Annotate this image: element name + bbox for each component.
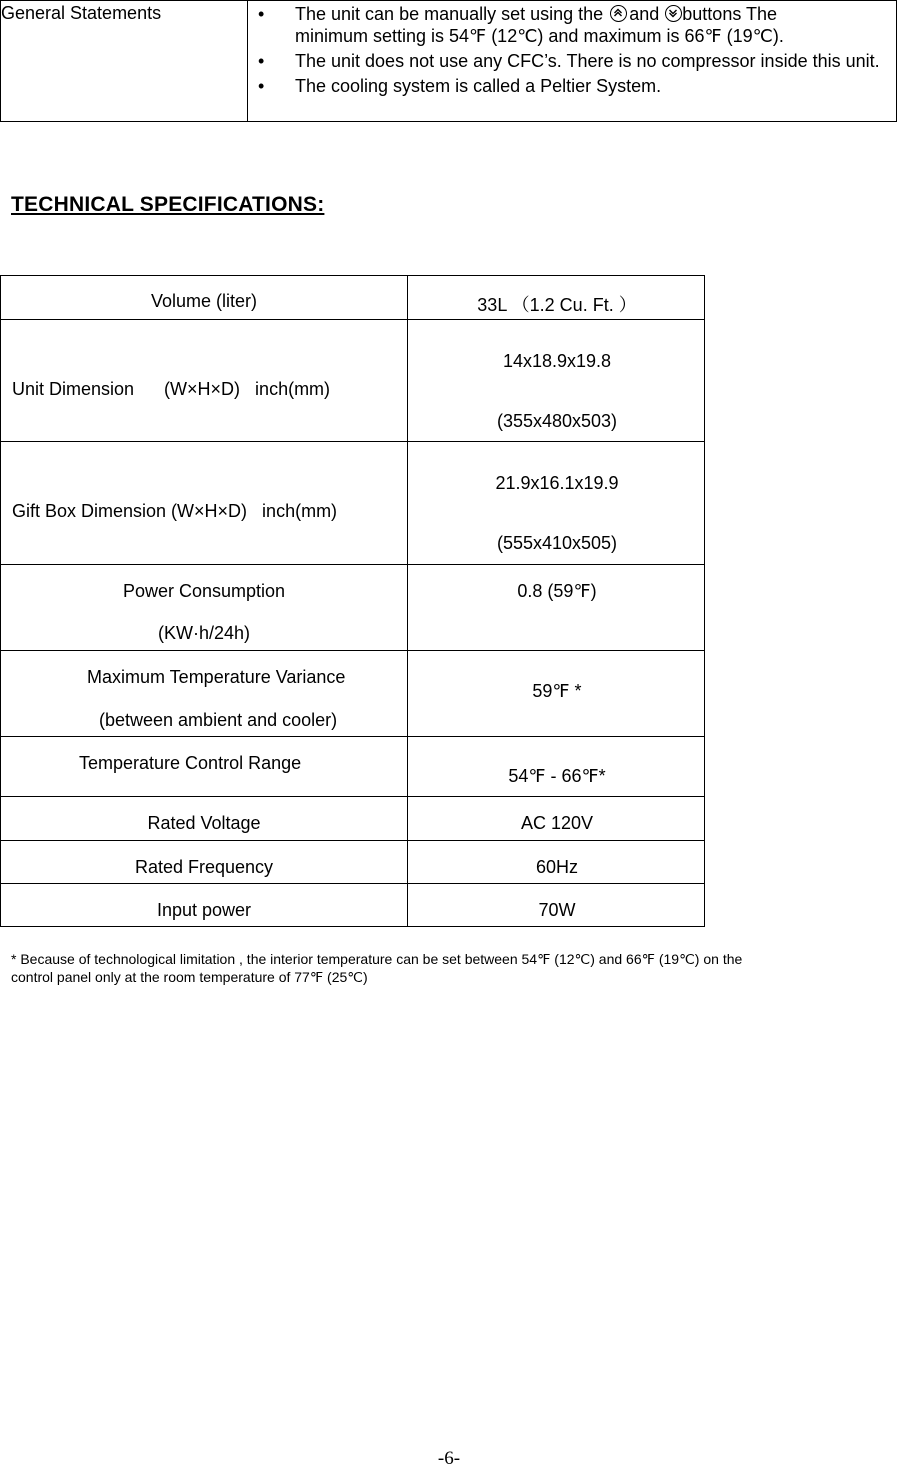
spec-label-cell — [1, 841, 408, 884]
list-item — [248, 3, 896, 47]
unit-dimension-label: Unit Dimension (W×H×D) inch(mm) — [12, 379, 331, 399]
spec-label-cell — [1, 651, 408, 737]
spec-value-cell — [408, 884, 705, 927]
max-temp-variance-note: (between ambient and cooler) — [99, 710, 338, 730]
page-number: -6- — [437, 1448, 461, 1469]
spec-label-cell — [1, 565, 408, 651]
table-row — [1, 884, 705, 927]
temp-control-range-value: 54℉ - 66℉* — [508, 766, 606, 786]
unit-dimension-inch: 14x18.9x19.8 — [502, 351, 612, 371]
bullet2-text: The unit does not use any CFC’s. There is no compressor inside this unit. — [295, 51, 880, 71]
volume-label: Volume (liter) — [150, 291, 258, 311]
spec-value-cell — [408, 841, 705, 884]
table-row — [1, 320, 705, 442]
rated-frequency-value: 60Hz — [535, 857, 579, 877]
general-statements-label: General Statements — [1, 3, 162, 23]
down-button-icon — [665, 5, 682, 22]
table-row — [1, 276, 705, 320]
spec-value-cell — [408, 565, 705, 651]
spec-value-cell — [408, 276, 705, 320]
bullet1-text-a: The unit can be manually set using the — [295, 4, 604, 24]
table-row — [1, 797, 705, 841]
power-consumption-unit: (KW·h/24h) — [157, 623, 251, 643]
table-row — [1, 841, 705, 884]
bullet1-text-line2: minimum setting is 54℉ (12℃) and maximum is 66℉ (19℃). — [295, 26, 784, 46]
general-statements-table — [0, 0, 897, 122]
list-item — [248, 75, 896, 97]
spec-value-cell — [408, 320, 705, 442]
gift-box-dimension-mm: (555x410x505) — [496, 533, 618, 553]
max-temp-variance-label: Maximum Temperature Variance — [87, 667, 346, 687]
list-item — [248, 50, 896, 72]
bullet1-text-and: and — [629, 4, 660, 24]
spec-value-cell — [408, 737, 705, 797]
spec-label-cell — [1, 797, 408, 841]
table-row — [1, 565, 705, 651]
input-power-value: 70W — [538, 900, 576, 920]
rated-voltage-label: Rated Voltage — [147, 813, 261, 833]
bullet1-text-b: buttons The — [682, 4, 778, 24]
temp-control-range-label: Temperature Control Range — [79, 753, 302, 773]
spec-label-cell — [1, 442, 408, 565]
power-consumption-label: Power Consumption — [122, 581, 286, 601]
unit-dimension-mm: (355x480x503) — [496, 411, 618, 431]
table-row — [1, 737, 705, 797]
spec-label-cell — [1, 276, 408, 320]
gift-box-dimension-label: Gift Box Dimension (W×H×D) inch(mm) — [12, 501, 338, 521]
spec-label-cell — [1, 737, 408, 797]
spec-value-cell — [408, 797, 705, 841]
spec-value-cell — [408, 651, 705, 737]
bullet3-text: The cooling system is called a Peltier System. — [295, 76, 662, 96]
footnote-line2: control panel only at the room temperature of 77℉ (25℃) — [11, 969, 368, 985]
max-temp-variance-value: 59℉ * — [532, 681, 582, 701]
general-statements-list — [248, 3, 896, 97]
table-row — [1, 442, 705, 565]
footnote-line1: * Because of technological limitation , the interior temperature can be set between 54℉ (12℃) and 66℉ (19℃) on the — [11, 951, 743, 967]
table-row — [1, 651, 705, 737]
general-statements-body — [248, 1, 897, 122]
spec-label-cell — [1, 320, 408, 442]
volume-value: 33L （1.2 Cu. Ft. ） — [477, 295, 637, 315]
general-statements-label-cell — [1, 1, 248, 122]
spec-value-cell — [408, 442, 705, 565]
gift-box-dimension-inch: 21.9x16.1x19.9 — [495, 473, 619, 493]
input-power-label: Input power — [156, 900, 252, 920]
power-consumption-value: 0.8 (59℉) — [517, 581, 597, 601]
footnote — [11, 950, 881, 986]
spec-label-cell — [1, 884, 408, 927]
rated-frequency-label: Rated Frequency — [134, 857, 274, 877]
specifications-table — [0, 275, 705, 927]
up-button-icon — [610, 5, 627, 22]
rated-voltage-value: AC 120V — [520, 813, 594, 833]
technical-specifications-heading: TECHNICAL SPECIFICATIONS: — [11, 193, 325, 216]
